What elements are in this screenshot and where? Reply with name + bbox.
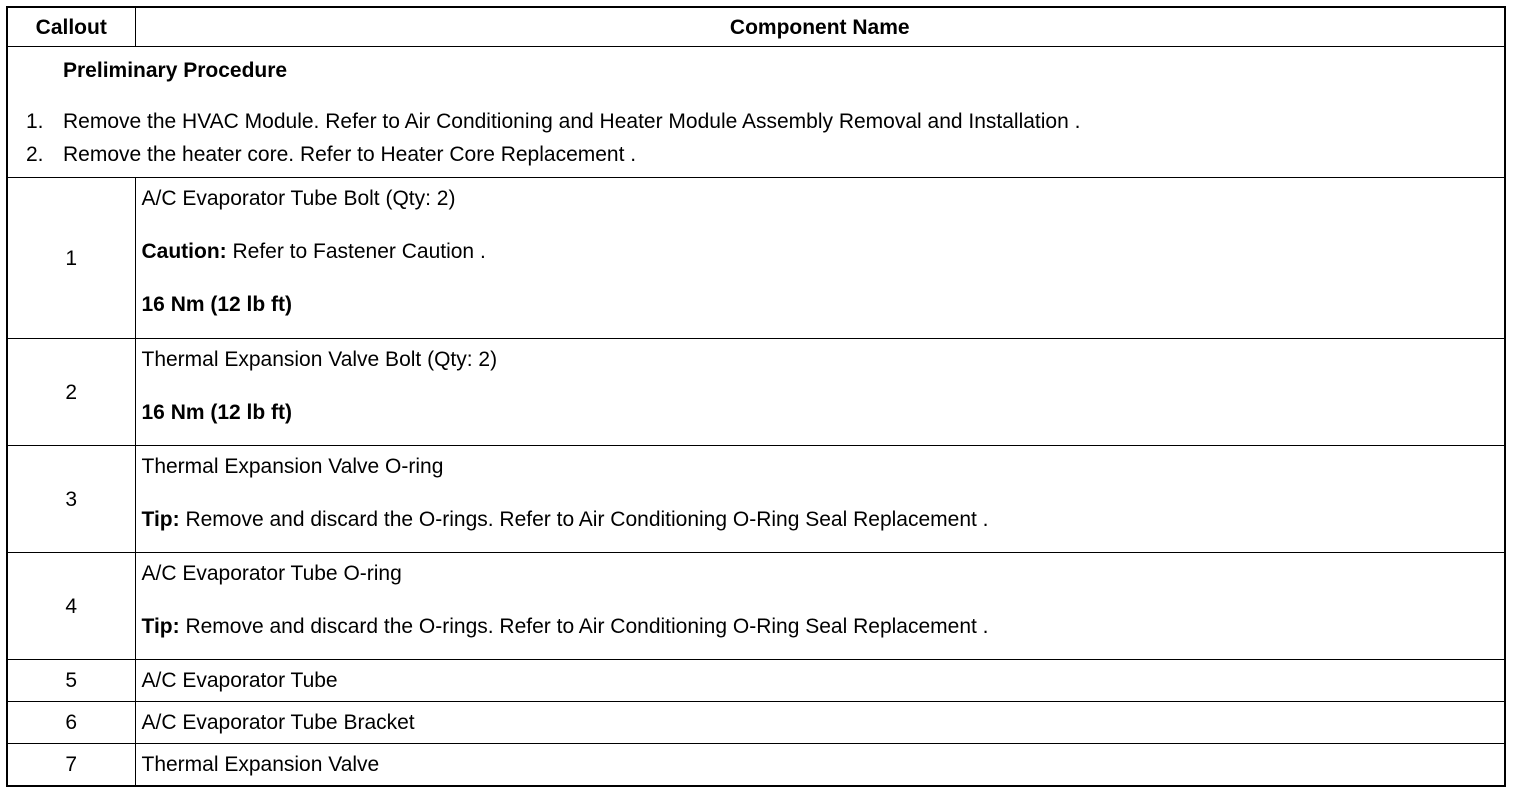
- table-row: [7, 446, 1505, 553]
- callout-cell: 4: [7, 553, 135, 660]
- tip-text: Remove and discard the O-rings. Refer to Air Conditioning O-Ring Seal Replacement .: [179, 508, 989, 531]
- table-row: [7, 178, 1505, 339]
- callout-cell: 6: [7, 702, 135, 744]
- tip-note: [142, 616, 1505, 637]
- callout-cell: 2: [7, 339, 135, 446]
- component-name: Thermal Expansion Valve Bolt (Qty: 2): [141, 348, 498, 371]
- table-row: [7, 553, 1505, 660]
- caution-note: [142, 241, 1505, 262]
- procedure-step: [8, 111, 1504, 144]
- component-cell: [135, 339, 1505, 446]
- table-row: [7, 744, 1505, 787]
- callout-cell: 3: [7, 446, 135, 553]
- tip-label: Tip:: [141, 508, 180, 531]
- component-name: Thermal Expansion Valve O-ring: [141, 455, 444, 478]
- preliminary-procedure-title: Preliminary Procedure: [63, 59, 288, 82]
- caution-label: Caution:: [141, 240, 227, 263]
- callout-cell: 1: [7, 178, 135, 339]
- torque-spec: 16 Nm (12 lb ft): [141, 401, 293, 424]
- tip-label: Tip:: [141, 615, 180, 638]
- caution-text: Refer to Fastener Caution .: [226, 240, 486, 263]
- callout-header: Callout: [7, 7, 135, 47]
- component-name: Thermal Expansion Valve: [135, 744, 1505, 787]
- preliminary-procedure-cell: [7, 47, 1505, 178]
- torque-spec: 16 Nm (12 lb ft): [141, 293, 293, 316]
- component-name: A/C Evaporator Tube O-ring: [141, 562, 402, 585]
- tip-text: Remove and discard the O-rings. Refer to Air Conditioning O-Ring Seal Replacement .: [179, 615, 989, 638]
- component-name: A/C Evaporator Tube Bolt (Qty: 2): [141, 187, 456, 210]
- procedure-step-number: 1.: [26, 110, 44, 133]
- callout-cell: 5: [7, 660, 135, 702]
- tip-note: [142, 509, 1505, 530]
- component-name-header: Component Name: [135, 7, 1505, 47]
- table-header-row: [7, 7, 1505, 47]
- component-table: [6, 6, 1506, 787]
- procedure-step-text: Remove the HVAC Module. Refer to Air Conditioning and Heater Module Assembly Removal and Installation .: [63, 110, 1081, 133]
- procedure-step-text: Remove the heater core. Refer to Heater Core Replacement .: [63, 143, 637, 166]
- procedure-step: [8, 144, 1504, 177]
- table-row: [7, 702, 1505, 744]
- preliminary-procedure-row: [7, 47, 1505, 178]
- component-cell: [135, 178, 1505, 339]
- component-cell: [135, 446, 1505, 553]
- component-cell: [135, 553, 1505, 660]
- component-name: A/C Evaporator Tube: [135, 660, 1505, 702]
- table-row: [7, 339, 1505, 446]
- procedure-step-number: 2.: [26, 143, 44, 166]
- callout-cell: 7: [7, 744, 135, 787]
- table-row: [7, 660, 1505, 702]
- procedure-list: [8, 111, 1504, 177]
- component-name: A/C Evaporator Tube Bracket: [135, 702, 1505, 744]
